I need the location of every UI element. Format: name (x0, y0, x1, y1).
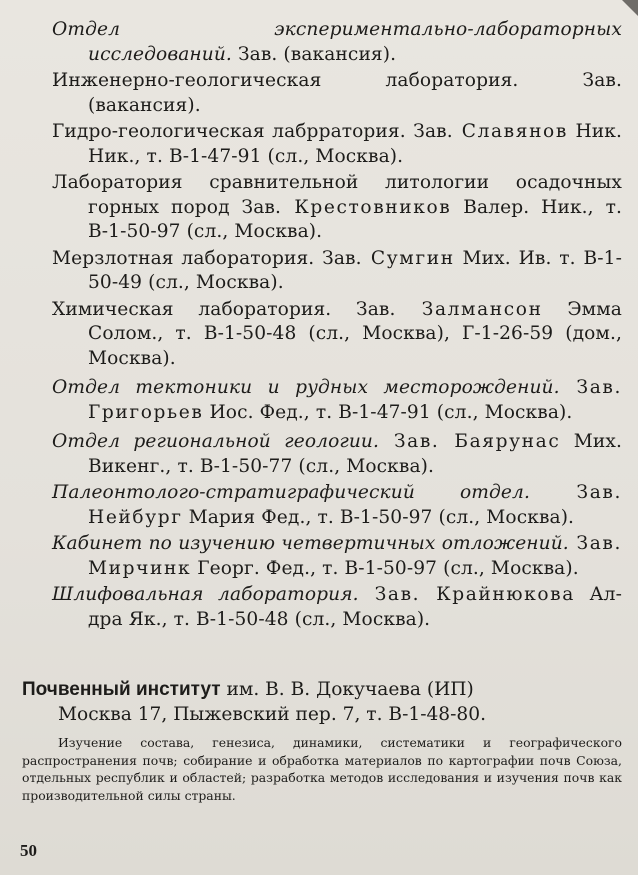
department-title: Палеонтолого-стратиграфический отдел. (52, 482, 530, 503)
list-item (52, 376, 622, 425)
list-item (52, 481, 622, 530)
department-details: Ал-дра Як., т. В-1-50-48 (сл., Москва). (88, 584, 622, 630)
list-item (52, 120, 622, 169)
list-item (52, 171, 622, 245)
department-details: Ник. Ник., т. В-1-47-91 (сл., Москва). (88, 121, 622, 167)
department-title: Мерзлотная лаборатория. Зав. (52, 247, 362, 269)
department-details: Эмма Солом., т. В-1-50-48 (сл., Москва), Г-1-26-59 (дом., Москва). (88, 298, 622, 369)
department-details: Георг. Фед., т. В-1-50-97 (сл., Москва). (191, 557, 579, 579)
head-name: Сумгин (361, 247, 455, 269)
institute-address: Москва 17, Пыжевский пер. 7, т. В-1-48-80. (58, 704, 486, 725)
list-item (52, 18, 622, 67)
list-item (52, 69, 622, 118)
department-details: Мих. Викенг., т. В-1-50-77 (сл., Москва). (88, 431, 622, 477)
department-details: Мих. Ив. т. В-1-50-49 (сл., Москва). (88, 247, 622, 293)
department-list (52, 18, 622, 634)
institute-dedication: им. В. В. Докучаева (ИП) (220, 679, 474, 700)
list-item (52, 247, 622, 296)
department-details: Зав. (вакансия). (88, 70, 622, 116)
folded-corner (622, 0, 638, 16)
list-item (52, 430, 622, 479)
head-name: Зав. Мирчинк (88, 533, 622, 579)
head-name: Зав. Григорьев (88, 377, 622, 423)
list-item (52, 298, 622, 372)
department-title: Химическая лаборатория. Зав. (52, 298, 396, 320)
institute-title-line (22, 677, 622, 702)
department-title: Отдел тектоники и рудных месторождений. (52, 377, 560, 398)
institute-heading (22, 677, 622, 727)
institute-description: Изучение состава, генезиса, динамики, систематики и географического распространения почв; собирание и обработка материалов по картографии почв Союза, отдельных республик и областей; разработка методов исследования и изучения почв как производительной силы страны. (22, 735, 622, 803)
page-number: 50 (20, 841, 37, 860)
list-item (52, 532, 622, 581)
department-title: Шлифовальная лаборатория. (52, 584, 359, 605)
department-title: Отдел региональной геологии. (52, 431, 380, 452)
head-name: Зав. Крайнюкова (358, 584, 575, 605)
department-details: Мария Фед., т. В-1-50-97 (сл., Москва). (182, 506, 575, 528)
department-title: Отдел экспериментально-лабораторных исследований. (52, 19, 622, 65)
department-title: Лаборатория сравнительной литологии осадочных горных пород Зав. (52, 172, 622, 218)
institute-name: Почвенный институт (22, 679, 221, 700)
head-name: Славянов (452, 121, 568, 142)
department-details: Иос. Фед., т. В-1-47-91 (сл., Москва). (203, 401, 573, 423)
head-name: Зав. Баярунас (379, 431, 561, 452)
department-details: Валер. Ник., т. В-1-50-97 (сл., Москва). (88, 196, 622, 242)
department-details: Зав. (вакансия). (231, 43, 397, 65)
department-title: Гидро-геологическая лабрратория. Зав. (52, 121, 453, 142)
list-item (52, 583, 622, 632)
department-title: Кабинет по изучению четвертичных отложений. (52, 533, 569, 554)
head-name: Залмансон (395, 298, 543, 320)
head-name: Крестовников (281, 196, 452, 218)
head-name: Зав. Нейбург (88, 482, 622, 528)
department-title: Инженерно-геологическая лаборатория. (52, 70, 519, 91)
